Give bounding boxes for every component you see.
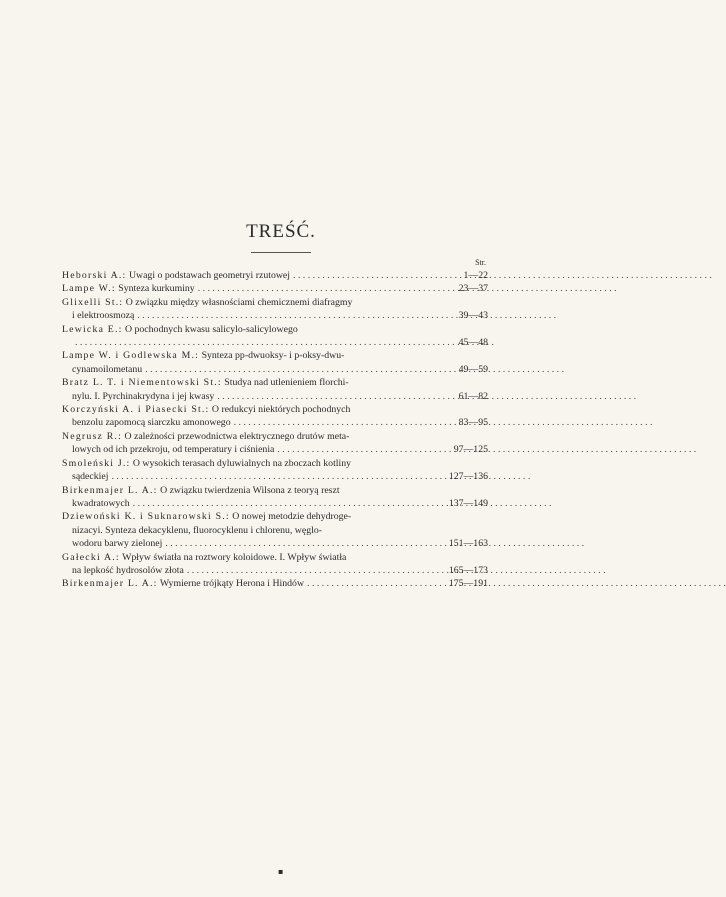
- toc-title: Synteza kurkuminy: [118, 283, 195, 295]
- toc-title: Uwagi o podstawach geometryi rzutowej: [128, 270, 290, 281]
- title-rule: [251, 252, 311, 253]
- toc-line: [62, 390, 488, 403]
- dot-leader: [75, 336, 445, 349]
- dot-leader: [145, 363, 445, 376]
- toc-line: [62, 376, 488, 389]
- toc-author: Heborski A.:: [62, 270, 127, 281]
- toc-title: benzolu zapomocą siarczku amonowego: [72, 417, 231, 429]
- toc-title: O redukcyi niektórych pochodnych: [211, 404, 351, 416]
- dot-leader: [277, 443, 445, 456]
- toc-page-range: 127—136: [448, 471, 488, 483]
- toc-entry: [62, 510, 488, 550]
- toc-entry: [62, 269, 488, 282]
- toc-page-range: 137—149: [448, 497, 488, 509]
- toc-title: i elektroosmozą: [72, 310, 135, 322]
- toc-line: [62, 296, 488, 309]
- toc-title: wodoru barwy zielonej: [72, 538, 163, 550]
- dot-leader: [111, 470, 445, 483]
- toc-title: lowych od ich przekroju, od temperatury i ciśnienia: [72, 444, 275, 456]
- toc-entry: [62, 296, 488, 323]
- dot-leader: [133, 497, 445, 510]
- dot-leader: [198, 282, 445, 295]
- toc-line: [62, 497, 488, 510]
- toc-line: [62, 443, 488, 456]
- toc-line: [62, 484, 488, 497]
- toc-title: sądeckiej: [72, 471, 109, 483]
- toc-entry: [62, 282, 488, 295]
- toc-line: [62, 323, 488, 336]
- toc-page-range: 151—163: [448, 538, 488, 550]
- toc-author: Lampe W. i Godlewska M.:: [62, 350, 200, 362]
- toc-author: Smoleński J.:: [62, 457, 131, 469]
- toc-title: O związku między własnościami chemicznemi diafragmy: [125, 296, 353, 308]
- toc-title: na lepkość hydrosolów złota: [72, 564, 184, 576]
- toc-page-range: 1—22: [463, 270, 488, 281]
- toc-page-range: 61—82: [458, 390, 488, 402]
- toc-page-range: 97—125: [453, 444, 488, 456]
- toc-line: [62, 537, 488, 550]
- toc-title: kwadratowych: [72, 497, 130, 509]
- toc-author: Negrusz R.:: [62, 430, 122, 442]
- toc-author: Dziewoński K. i Suknarowski S.:: [62, 511, 230, 523]
- toc-entry: [62, 430, 488, 457]
- toc-line: [62, 510, 488, 523]
- toc-author: Birkenmajer L. A.:: [62, 578, 158, 590]
- toc-line: [62, 416, 488, 429]
- toc-entry: [62, 484, 488, 511]
- toc-line: [62, 403, 488, 416]
- toc-entry: [62, 457, 488, 484]
- toc-line: [62, 269, 488, 282]
- toc-line: [62, 551, 488, 564]
- toc-entry: [62, 323, 488, 350]
- toc-title: Wpływ światła na roztwory koloidowe. I. Wpływ światła: [122, 551, 347, 563]
- toc-line: [62, 363, 488, 376]
- toc-author: Bratz L. T. i Niementowski St.:: [62, 377, 222, 389]
- toc-page-range: 49—59: [458, 363, 488, 375]
- toc-author: Birkenmajer L. A.:: [62, 484, 158, 496]
- bottom-mark: ▪: [278, 867, 284, 876]
- toc-author: Gałecki A.:: [62, 551, 120, 563]
- toc-page-range: 175—191: [448, 578, 488, 590]
- dot-leader: [293, 269, 445, 282]
- toc-title: cynamoilometanu: [72, 363, 143, 375]
- toc-line: [62, 564, 488, 577]
- page-title: TREŚĆ.: [246, 221, 316, 242]
- toc-title: nizacyi. Synteza dekacyklenu, fluorocyklenu i chlorenu, węglo-: [72, 524, 323, 536]
- toc-title: nylu. I. Pyrchinakrydyna i jej kwasy: [72, 390, 215, 402]
- toc-line: [62, 282, 488, 295]
- toc-entry: [62, 349, 488, 376]
- toc-title: O nowej metodzie dehydroge-: [232, 511, 352, 523]
- toc-title: O zależności przewodnictwa elektrycznego drutów meta-: [124, 430, 350, 442]
- toc-line: [62, 457, 488, 470]
- toc-author: Lewicka E.:: [62, 323, 123, 335]
- toc-title: O związku twierdzenia Wilsona z teoryą reszt: [160, 484, 340, 496]
- toc-line: [62, 349, 488, 362]
- toc-entry: [62, 376, 488, 403]
- page-column-header: Str.: [475, 258, 486, 267]
- dot-leader: [137, 309, 445, 322]
- dot-leader: [165, 537, 445, 550]
- toc-author: Korczyński A. i Piasecki St.:: [62, 404, 210, 416]
- toc-page-range: 23—37: [458, 283, 488, 295]
- toc-line: [62, 577, 488, 590]
- toc-author: Lampe W.:: [62, 283, 116, 295]
- dot-leader: [217, 390, 445, 403]
- dot-leader: [187, 564, 445, 577]
- toc-page-range: 83—95: [458, 417, 488, 429]
- dot-leader: [234, 416, 445, 429]
- toc-line: [62, 309, 488, 322]
- table-of-contents: [62, 269, 488, 591]
- toc-page-range: 39—43: [458, 310, 488, 322]
- toc-line: [62, 430, 488, 443]
- toc-line: [62, 336, 488, 349]
- toc-entry: [62, 403, 488, 430]
- toc-title: Studya nad utlenieniem florchi-: [224, 377, 349, 389]
- dot-leader: [307, 577, 445, 590]
- toc-title: O wysokich terasach dyluwialnych na zboczach kotliny: [132, 457, 352, 469]
- toc-line: [62, 470, 488, 483]
- toc-page-range: 45—48: [458, 337, 488, 349]
- toc-author: Glixelli St.:: [62, 296, 124, 308]
- toc-page-range: 165—173: [448, 564, 488, 576]
- toc-title: Synteza pp-dwuoksy- i p-oksy-dwu-: [201, 350, 345, 362]
- toc-line: [62, 524, 488, 537]
- toc-title: Wymierne trójkąty Herona i Hindów: [159, 578, 305, 590]
- toc-entry: [62, 551, 488, 578]
- toc-entry: [62, 577, 488, 590]
- toc-title: O pochodnych kwasu salicylo-salicylowego: [124, 323, 298, 335]
